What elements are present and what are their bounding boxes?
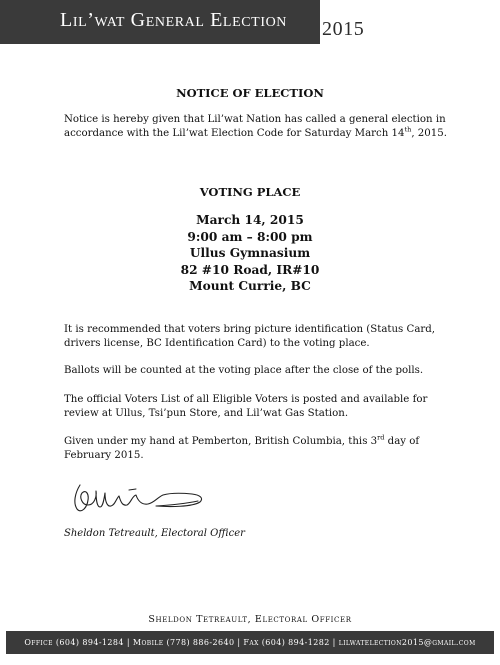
voting-place-details — [0, 212, 500, 295]
voting-place-heading: VOTING PLACE — [199, 185, 301, 199]
voting-time: 9:00 am – 8:00 pm — [187, 229, 313, 244]
ballots-paragraph: Ballots will be counted at the voting place after the close of the polls. — [64, 365, 424, 376]
notice-heading: NOTICE OF ELECTION — [176, 86, 324, 100]
footer-band — [6, 631, 494, 654]
header-year: 2015 — [322, 18, 365, 40]
given-text: Given under my hand at Pemberton, British Columbia, this 3 — [64, 436, 378, 447]
footer-name: Sheldon Tetreault, Electoral Officer — [148, 614, 352, 625]
identification-paragraph: It is recommended that voters bring picture identification (Status Card, drivers license, BC Identification Card) to the voting place. — [64, 324, 436, 349]
signature — [66, 481, 216, 521]
header-title: Lil’wat General Election — [60, 9, 288, 31]
notice-sup: th — [404, 125, 412, 134]
given-text-end: day of February 2015. — [64, 436, 420, 461]
voting-date: March 14, 2015 — [196, 213, 304, 227]
footer-contact: Office (604) 894-1284 | Mobile (778) 886-2640 | Fax (604) 894-1282 | lilwatelection2015@gmail.com — [24, 638, 476, 647]
signer-name: Sheldon Tetreault, Electoral Officer — [64, 528, 245, 539]
voting-venue: Ullus Gymnasium — [189, 246, 311, 260]
notice-text-end: , 2015. — [411, 128, 447, 139]
given-sup: rd — [377, 433, 385, 442]
header-band — [0, 0, 320, 44]
notice-text: Notice is hereby given that Lil’wat Nation has called a general election in accordance with the Lil’wat Election Code for Saturday March 14 — [64, 114, 446, 139]
notice-paragraph — [64, 113, 464, 141]
voters-list-paragraph: The official Voters List of all Eligible Voters is posted and available for review at Ullus, Tsi’pun Store, and Lil’wat Gas Station. — [64, 394, 428, 419]
given-paragraph — [64, 435, 464, 463]
voting-address: 82 #10 Road, IR#10 — [180, 262, 320, 277]
voting-town: Mount Currie, BC — [189, 279, 311, 293]
